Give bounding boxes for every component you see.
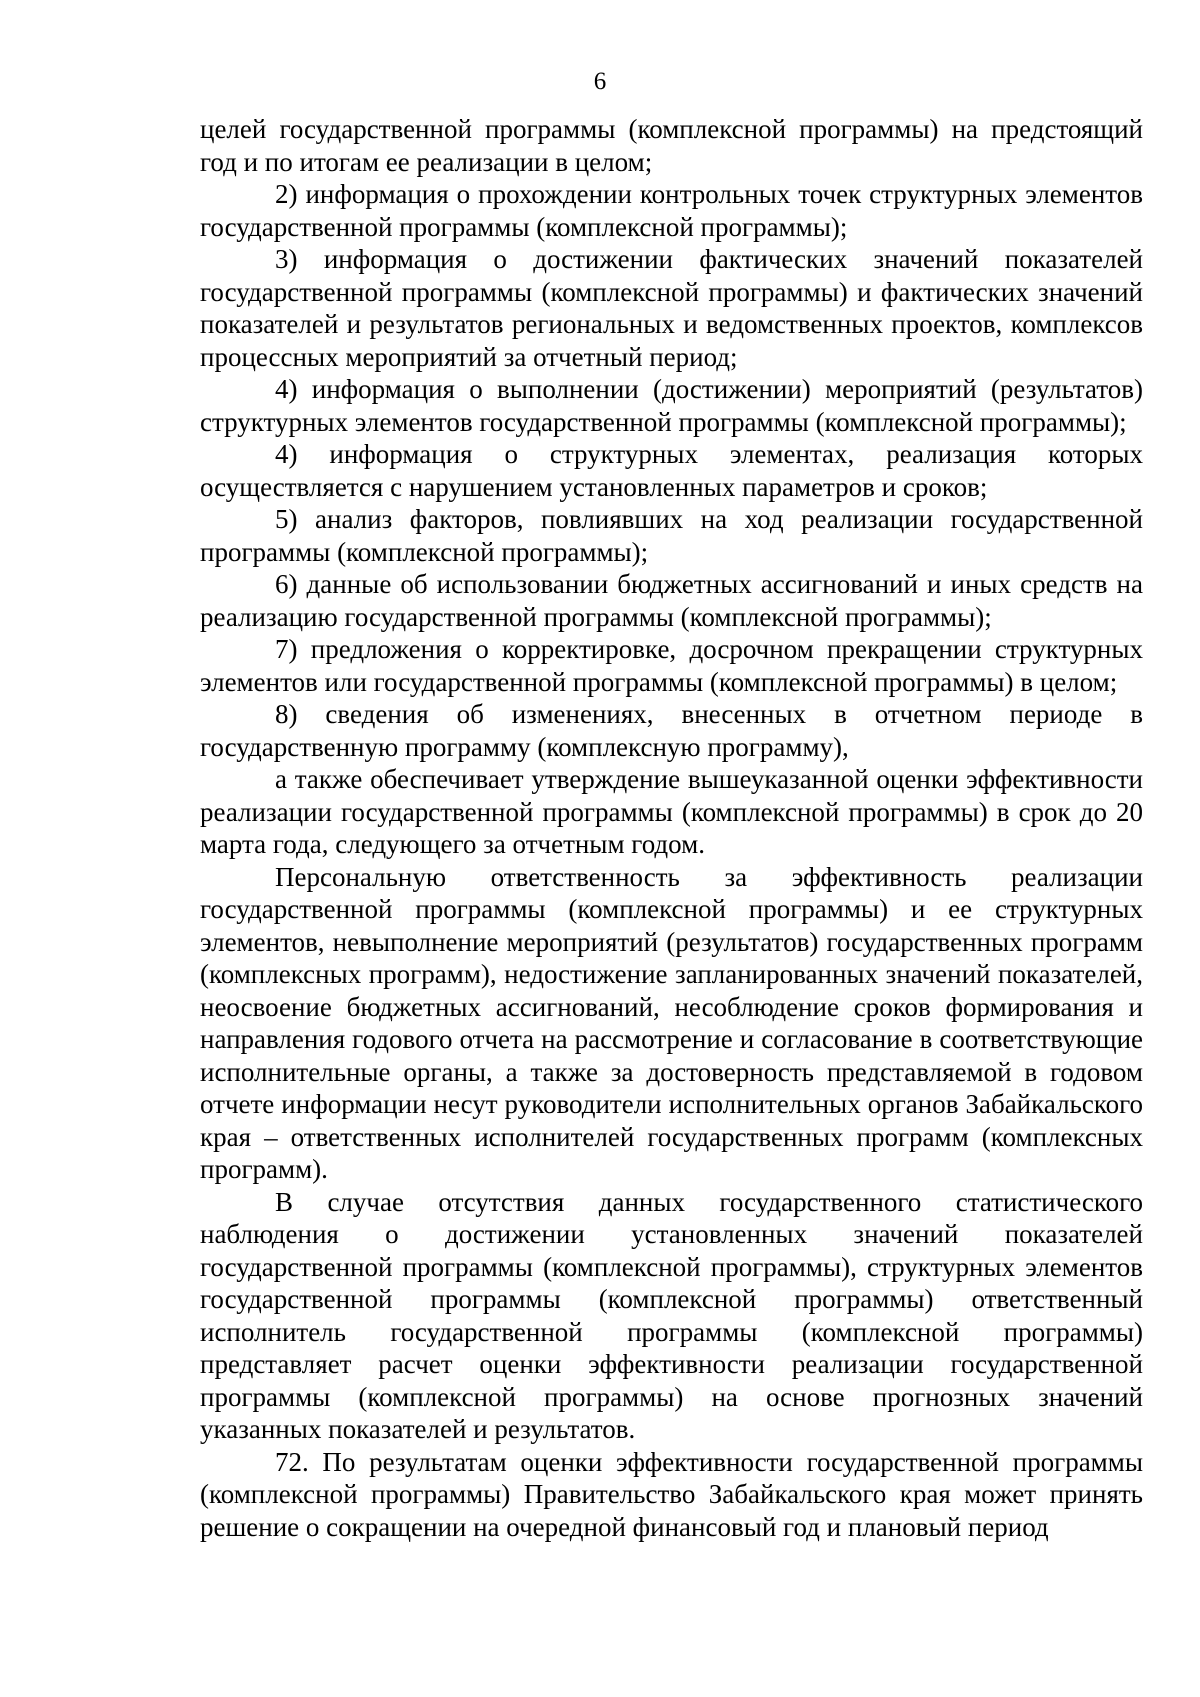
document-body (200, 113, 1143, 1543)
list-item-4a: 4) информация о выполнении (достижении) мероприятий (результатов) структурных элементов государственной программы (комплексной программы); (200, 374, 1143, 437)
list-item-8: 8) сведения об изменениях, внесенных в отчетном периоде в государственную программу (комплексную программу), (200, 699, 1143, 762)
paragraph-statistics: В случае отсутствия данных государственного статистического наблюдения о достижении установленных значений показателей государственной программы (комплексной программы), структурных элементов государственной программы (комплексной программы) ответственный исполнитель государственной программы (комплексной программы) представляет расчет оценки эффективности реализации государственной программы (комплексной программы) на основе прогнозных значений указанных показателей и результатов. (200, 1186, 1143, 1444)
paragraph-approval: а также обеспечивает утверждение вышеуказанной оценки эффективности реализации государственной программы (комплексной программы) в срок до 20 марта года, следующего за отчетным годом. (200, 764, 1143, 859)
paragraph-responsibility: Персональную ответственность за эффективность реализации государственной программы (комплексной программы) и ее структурных элементов, невыполнение мероприятий (результатов) государственных программ (комплексных программ), недостижение запланированных значений показателей, неосвоение бюджетных ассигнований, несоблюдение сроков формирования и направления годового отчета на рассмотрение и согласование в соответствующие исполнительные органы, а также за достоверность представляемой в годовом отчете информации несут руководители исполнительных органов Забайкальского края – ответственных исполнителей государственных программ (комплексных программ). (200, 861, 1143, 1184)
list-item-2: 2) информация о прохождении контрольных точек структурных элементов государственной программы (комплексной программы); (200, 179, 1143, 242)
list-item-5: 5) анализ факторов, повлиявших на ход реализации государственной программы (комплексной программы); (200, 504, 1143, 567)
list-item-4b: 4) информация о структурных элементах, реализация которых осуществляется с нарушением установленных параметров и сроков; (200, 439, 1143, 502)
paragraph-continuation: целей государственной программы (комплексной программы) на предстоящий год и по итогам ее реализации в целом; (200, 114, 1143, 177)
list-item-6: 6) данные об использовании бюджетных ассигнований и иных средств на реализацию государственной программы (комплексной программы); (200, 569, 1143, 632)
page-number: 6 (593, 68, 607, 95)
paragraph-72: 72. По результатам оценки эффективности государственной программы (комплексной программы) Правительство Забайкальского края может принять решение о сокращении на очередной финансовый год и плановый период (200, 1446, 1143, 1542)
list-item-3: 3) информация о достижении фактических значений показателей государственной программы (комплексной программы) и фактических значений показателей и результатов региональных и ведомственных проектов, комплексов процессных мероприятий за отчетный период; (200, 244, 1143, 372)
list-item-7: 7) предложения о корректировке, досрочном прекращении структурных элементов или государственной программы (комплексной программы) в целом; (200, 634, 1143, 697)
